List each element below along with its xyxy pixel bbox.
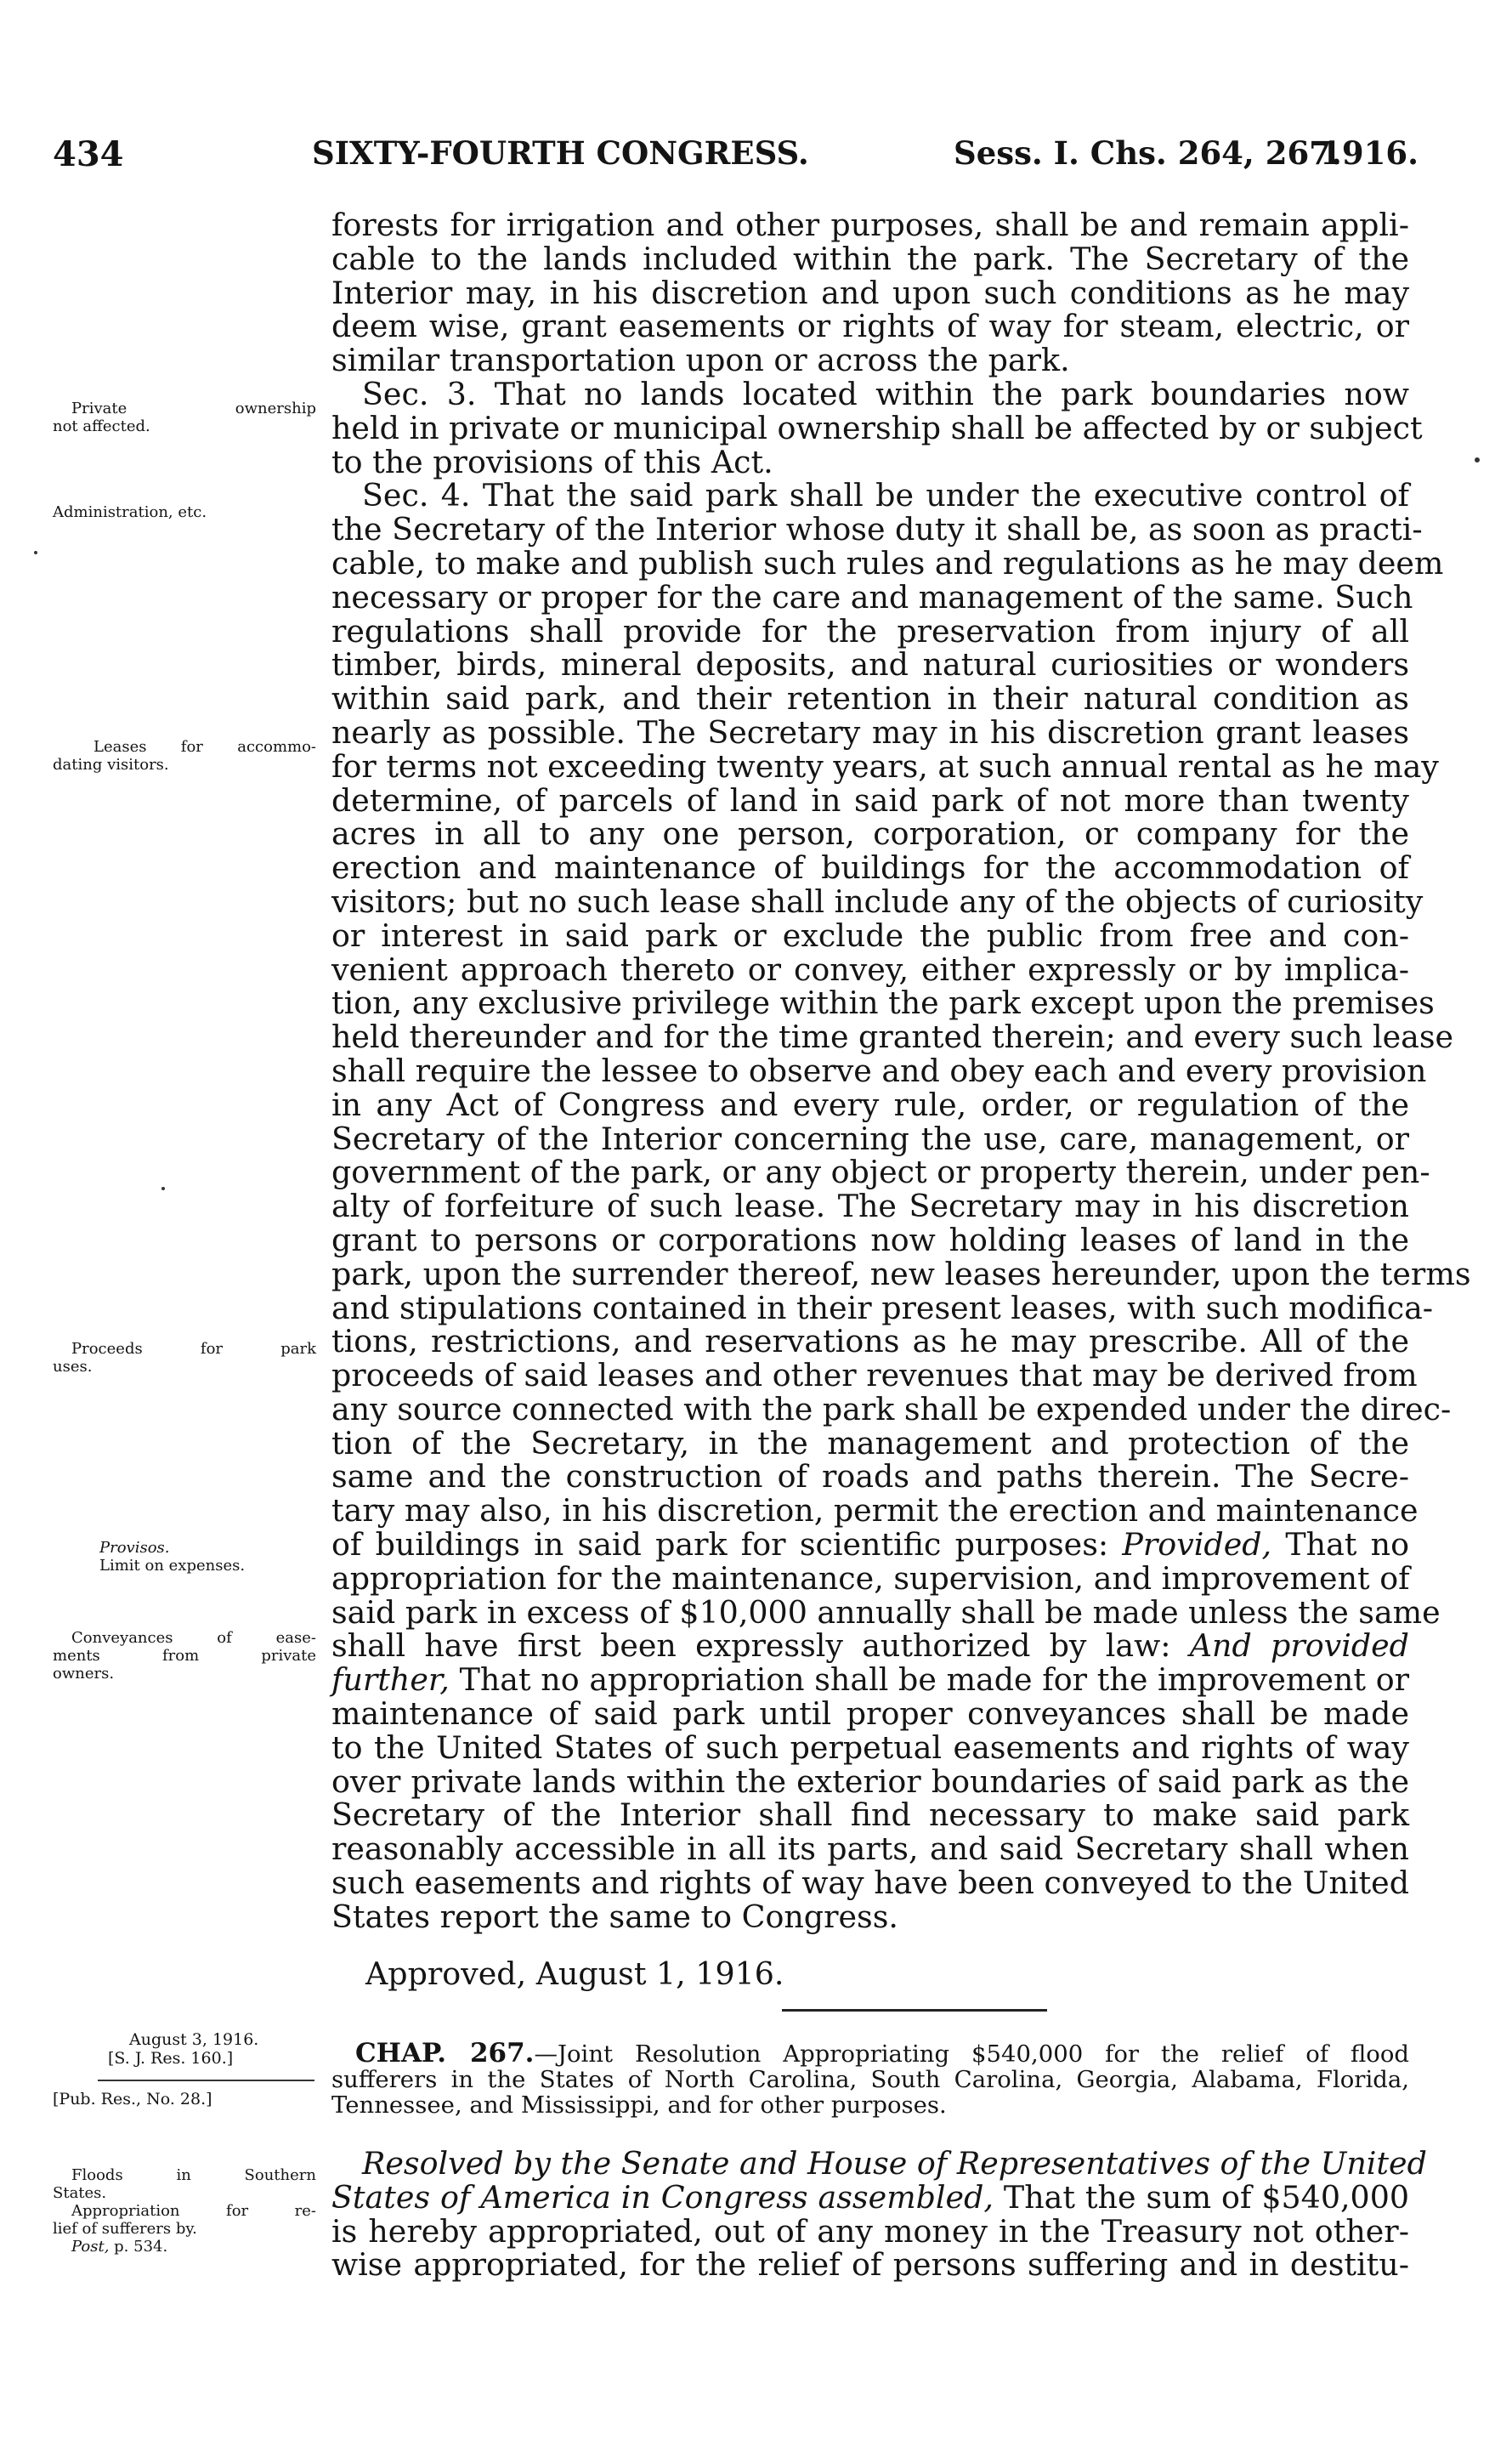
text-segment: shall have first been expressly authorized by law: (331, 1627, 1171, 1665)
text-line: tary may also, in his discretion, permit the erection and maintenance (331, 1492, 1419, 1529)
chapter-heading-line: sufferers in the States of North Carolina, South Carolina, Georgia, Alabama, Florida, (331, 2066, 1409, 2093)
session-chapters: Sess. I. Chs. 264, 267. (954, 134, 1342, 172)
year: 1916. (1320, 134, 1419, 172)
text-line: tion of the Secretary, in the management and protection of the (331, 1424, 1409, 1461)
and-provided-italic: And provided (1189, 1627, 1409, 1665)
text-line: forests for irrigation and other purposes, shall be and remain appli- (331, 207, 1409, 243)
margin-line: uses. (53, 1358, 93, 1376)
text-line: Interior may, in his discretion and upon such conditions as he may (331, 274, 1409, 311)
text-line: government of the park, or any object or property therein, under pen- (331, 1154, 1430, 1191)
text-segment: That the sum of $540,000 (1003, 2178, 1410, 2216)
chapter-heading-line (331, 2040, 1409, 2067)
public-resolution-ref (53, 2090, 325, 2108)
heading-text: —Joint Resolution Appropriating $540,000 for the relief of flood (534, 2040, 1409, 2068)
text-line: States report the same to Congress. (331, 1898, 898, 1935)
scan-speck (34, 551, 37, 554)
text-line: cable, to make and publish such rules and regulations as he may deem (331, 544, 1444, 582)
statute-body (331, 207, 1471, 1935)
text-line: timber, birds, mineral deposits, and natural curiosities or wonders (331, 646, 1409, 684)
resolution-line: is hereby appropriated, out of any money in the Treasury not other- (331, 2212, 1409, 2250)
text-line: appropriation for the maintenance, supervision, and improvement of (331, 1559, 1410, 1597)
margin-line: Provisos. (99, 1539, 170, 1557)
text-line: acres in all to any one person, corporation, or company for the (331, 815, 1409, 853)
chapter-info-rule (98, 2080, 314, 2081)
margin-note-proceeds (53, 1340, 316, 1376)
scan-speck (1475, 457, 1480, 463)
text-segment: That no appropriation shall be made for the improvement or (459, 1661, 1409, 1699)
text-line: maintenance of said park until proper conveyances shall be made (331, 1695, 1409, 1733)
text-line: within said park, and their retention in their natural condition as (331, 680, 1409, 718)
margin-line: owners. (53, 1665, 115, 1683)
text-line: held in private or municipal ownership shall be affected by or subject (331, 409, 1423, 446)
resolution-body (331, 2145, 1427, 2284)
text-line: over private lands within the exterior boundaries of said park as the (331, 1762, 1409, 1800)
text-line: for terms not exceeding twenty years, at such annual rental as he may (331, 747, 1439, 785)
margin-line: not affected. (53, 417, 150, 435)
section-4-line: Sec. 4. That the said park shall be under the executive control of (362, 477, 1409, 514)
margin-line: Leases for accommo- (93, 738, 316, 756)
margin-line: Floods in Southern (71, 2166, 316, 2184)
margin-note-administration (53, 503, 316, 521)
enacting-clause-line: Resolved by the Senate and House of Representatives of the United (362, 2145, 1427, 2182)
text-line: to the United States of such perpetual easements and rights of way (331, 1728, 1409, 1766)
section-3-line: Sec. 3. That no lands located within the park boundaries now (362, 375, 1409, 412)
margin-note-floods (53, 2166, 316, 2256)
text-line: necessary or proper for the care and management of the same. Such (331, 578, 1413, 616)
scan-speck (161, 1187, 165, 1190)
date-text: August 3, 1916. (129, 2030, 259, 2049)
text-line: determine, of parcels of land in said park of not more than twenty (331, 781, 1409, 819)
margin-line: ments from private (53, 1647, 316, 1665)
text-line: same and the construction of roads and paths therein. The Secre- (331, 1458, 1409, 1495)
text-line: park, upon the surrender thereof, new leases hereunder, upon the terms (331, 1255, 1471, 1292)
post-reference (53, 2238, 316, 2256)
text-segment: of buildings in said park for scientific purposes: (331, 1526, 1109, 1564)
text-line: regulations shall provide for the preservation from injury of all (331, 612, 1409, 650)
text-line: proceeds of said leases and other revenues that may be derived from (331, 1357, 1418, 1394)
provided-italic: Provided, (1122, 1526, 1272, 1564)
text-line: Secretary of the Interior shall find necessary to make said park (331, 1796, 1409, 1834)
proviso-line (331, 1528, 1409, 1562)
page-number: 434 (53, 134, 124, 174)
post-italic: Post, (71, 2238, 110, 2256)
text-line: Secretary of the Interior concerning the use, care, management, or (331, 1120, 1409, 1157)
text-line: erection and maintenance of buildings for the accommodation of (331, 849, 1409, 887)
margin-line: lief of sufferers by. (53, 2220, 197, 2238)
text-line: any source connected with the park shall be expended under the direc- (331, 1390, 1452, 1427)
margin-line: dating visitors. (53, 756, 169, 774)
margin-note-leases (53, 738, 316, 774)
text-line: nearly as possible. The Secretary may in his discretion grant leases (331, 713, 1409, 751)
margin-line: Private ownership (71, 400, 316, 417)
margin-line: Administration, etc. (53, 503, 207, 521)
text-line: in any Act of Congress and every rule, order, or regulation of the (331, 1086, 1409, 1123)
section-divider (782, 2009, 1047, 2012)
text-line: tion, any exclusive privilege within the park except upon the premises (331, 985, 1435, 1022)
text-line: the Secretary of the Interior whose duty it shall be, as soon as practi- (331, 511, 1423, 548)
text-line: held thereunder and for the time granted therein; and every such lease (331, 1019, 1454, 1056)
chapter-number: CHAP. 267. (355, 2038, 535, 2069)
proviso-line (331, 1629, 1409, 1663)
text-line: tions, restrictions, and reservations as he may prescribe. All of the (331, 1323, 1409, 1360)
chapter-heading-line: Tennessee, and Mississippi, and for other purposes. (331, 2091, 947, 2119)
text-segment: That no (1285, 1526, 1410, 1564)
margin-line: Conveyances of ease- (71, 1629, 316, 1647)
text-line: deem wise, grant easements or rights of way for steam, electric, or (331, 308, 1409, 345)
margin-line: Appropriation for re- (71, 2202, 316, 2220)
text-line: such easements and rights of way have been conveyed to the United (331, 1864, 1409, 1902)
text-line: visitors; but no such lease shall include any of the objects of curiosity (331, 882, 1424, 920)
resolution-ref-text: [S. J. Res. 160.] (108, 2049, 234, 2068)
text-line: similar transportation upon or across the park. (331, 342, 1070, 379)
text-line: to the provisions of this Act. (331, 443, 773, 480)
text-line: said park in excess of $10,000 annually shall be made unless the same (331, 1593, 1441, 1631)
post-page: p. 534. (114, 2238, 168, 2256)
margin-note-conveyances (53, 1629, 316, 1683)
text-line: cable to the lands included within the park. The Secretary of the (331, 240, 1409, 277)
text-line: or interest in said park or exclude the public from free and con- (331, 917, 1409, 954)
text-line: reasonably accessible in all its parts, and said Secretary shall when (331, 1830, 1409, 1868)
congress-title: SIXTY-FOURTH CONGRESS. (312, 134, 809, 172)
text-line: grant to persons or corporations now holding leases of land in the (331, 1221, 1409, 1258)
margin-line: Proceeds for park (71, 1340, 316, 1358)
text-line: shall require the lessee to observe and obey each and every provision (331, 1052, 1427, 1089)
running-header (53, 134, 1419, 177)
text-line: and stipulations contained in their present leases, with such modifica- (331, 1289, 1434, 1326)
chapter-heading (331, 2040, 1409, 2118)
pub-res-text: [Pub. Res., No. 28.] (53, 2090, 212, 2108)
margin-line: Limit on expenses. (99, 1557, 246, 1575)
resolution-line: wise appropriated, for the relief of persons suffering and in destitu- (331, 2246, 1409, 2284)
enacting-clause-italic: States of America in Congress assembled, (331, 2178, 994, 2216)
further-italic: further, (331, 1661, 450, 1699)
text-line: venient approach thereto or convey, either expressly or by implica- (331, 951, 1409, 988)
approval-date: Approved, August 1, 1916. (365, 1955, 784, 1992)
margin-line: States. (53, 2184, 107, 2202)
margin-note-private-ownership (53, 400, 316, 435)
proviso-line (331, 1663, 1409, 1697)
resolution-line (331, 2178, 1410, 2216)
text-line: alty of forfeiture of such lease. The Secretary may in his discretion (331, 1188, 1409, 1225)
margin-note-provisos (53, 1539, 316, 1575)
